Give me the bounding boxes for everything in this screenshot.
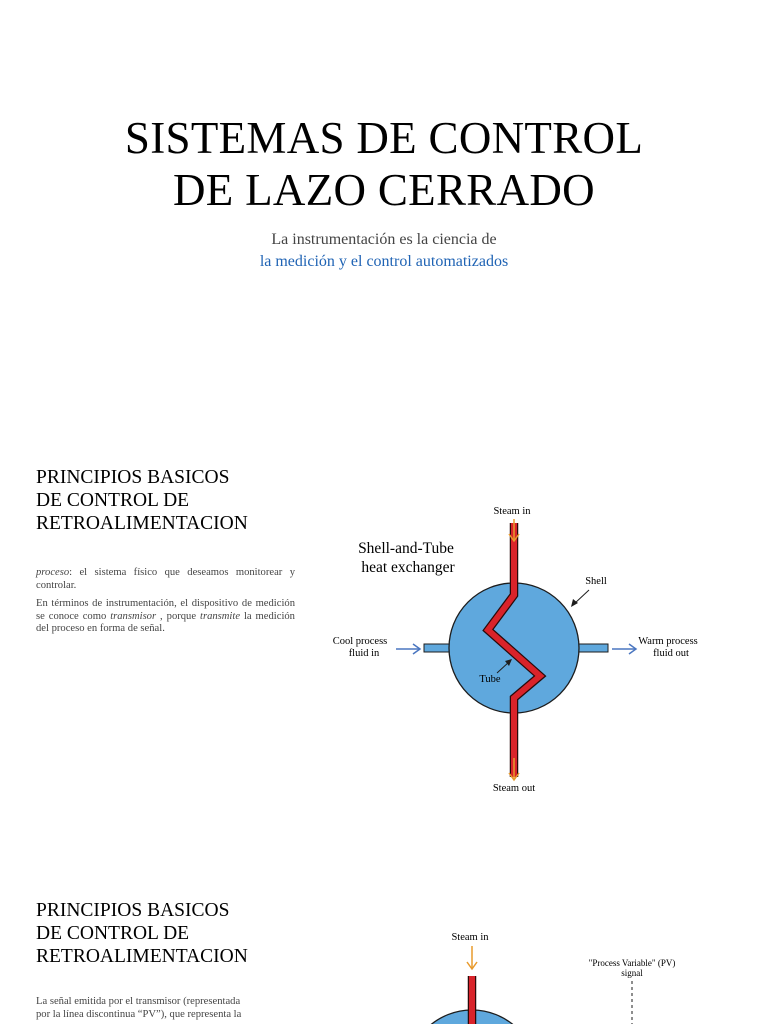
term-transmite: transmite: [200, 610, 241, 622]
diagram-title-line-2: heat exchanger: [361, 559, 455, 576]
steam-in-label: Steam in: [493, 506, 531, 517]
title-line-1: SISTEMAS DE CONTROL: [124, 113, 644, 163]
steam-out-label: Steam out: [492, 783, 536, 794]
pv-label-line-1: "Process Variable" (PV): [588, 958, 676, 968]
shell-label: Shell: [585, 576, 607, 587]
paragraph-proceso-rest: : el sistema físico que deseamos monitorear y controlar.: [36, 567, 295, 591]
tube-label: Tube: [479, 674, 501, 685]
slide-title: [0, 112, 768, 216]
body-2-line-1: La señal emitida por el transmisor (representada: [36, 996, 241, 1007]
body-2-line-2: por la línea discontinua “PV”), que representa la: [36, 1008, 242, 1020]
warm-fluid-label-line-1: Warm process: [638, 636, 698, 647]
warm-fluid-label-line-2: fluid out: [653, 648, 689, 659]
steam-in-label-2: Steam in: [451, 932, 489, 943]
cool-fluid-label-line-1: Cool process: [332, 636, 388, 647]
subtitle-line-2: la medición y el control automatizados: [259, 253, 509, 270]
term-transmisor: transmisor: [110, 610, 157, 622]
heading-line-3: RETROALIMENTACION: [36, 513, 248, 534]
paragraph-transmisor-b: , porque: [156, 610, 200, 622]
term-proceso: proceso: [36, 567, 70, 578]
principles-slide: [0, 430, 768, 830]
pv-label-line-2: signal: [621, 968, 643, 978]
heat-exchanger-diagram-2: [0, 850, 768, 1024]
paragraph-transmisor-c: la medición del proceso en forma de señal.: [36, 610, 295, 635]
slide-subtitle: [0, 229, 768, 273]
cool-fluid-label-line-2: fluid in: [348, 648, 380, 659]
principles-slide-2: [0, 850, 768, 1024]
subtitle-line-1: La instrumentación es la ciencia de: [271, 231, 497, 248]
paragraph-transmisor-a: En términos de instrumentación, el dispositivo de medición se conoce como: [36, 598, 295, 622]
heading-2-line-3: RETROALIMENTACION: [36, 946, 248, 967]
title-slide: [0, 0, 768, 420]
heading-2-line-2: DE CONTROL DE: [36, 923, 190, 944]
heading-2-line-1: PRINCIPIOS BASICOS: [36, 900, 230, 921]
title-line-2: DE LAZO CERRADO: [173, 165, 595, 215]
heat-exchanger-diagram: [0, 430, 768, 830]
diagram-title-line-1: Shell-and-Tube: [358, 540, 454, 557]
heading-line-2: DE CONTROL DE: [36, 490, 190, 511]
shell-pointer-head-icon: [571, 599, 578, 607]
heading-line-1: PRINCIPIOS BASICOS: [36, 467, 230, 488]
